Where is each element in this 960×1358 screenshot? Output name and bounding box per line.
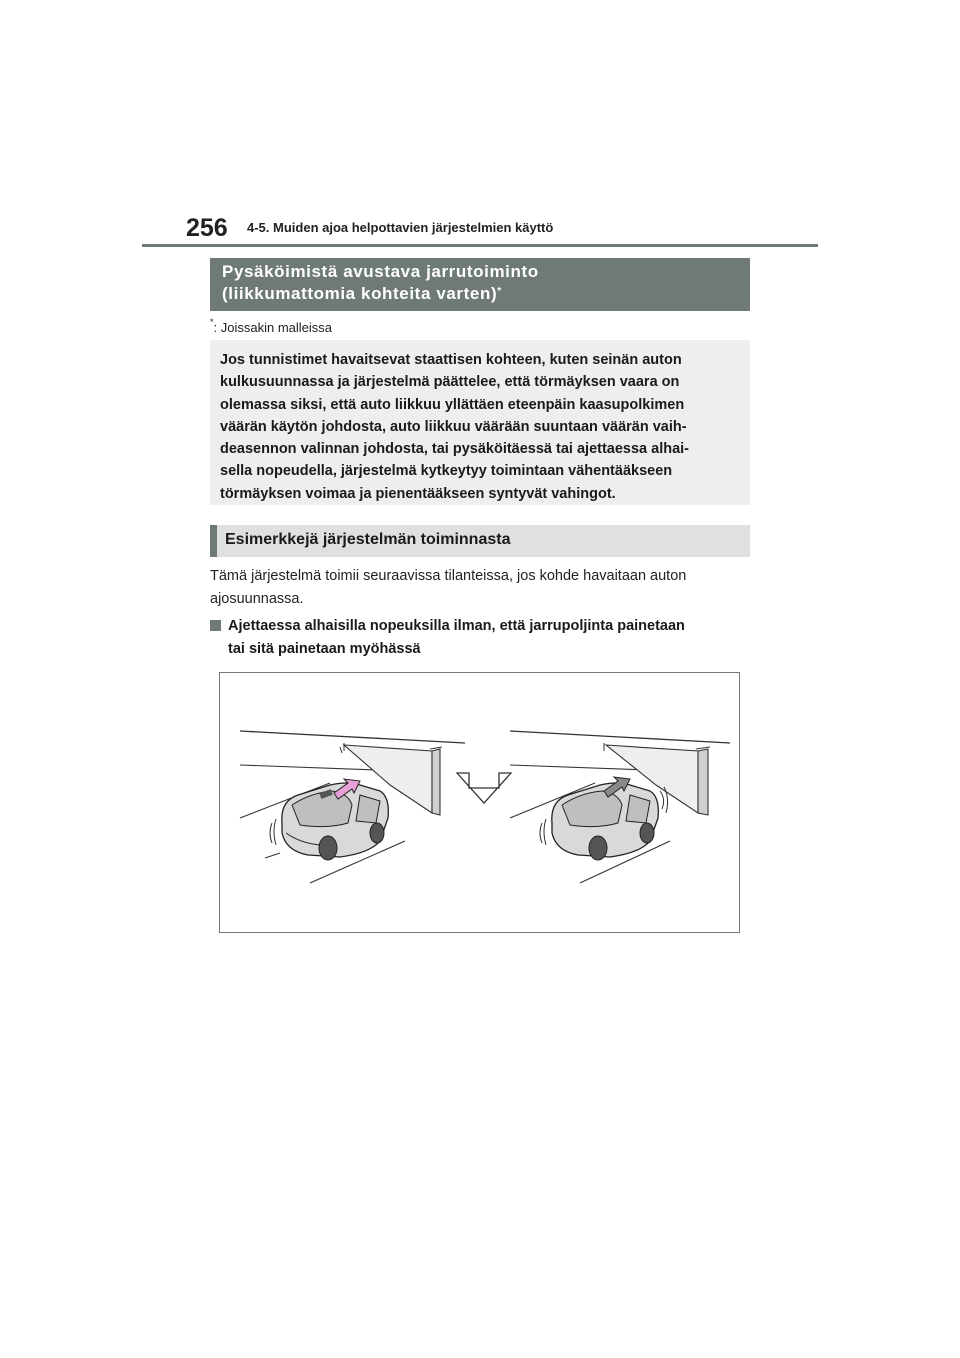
footnote-marker: *	[497, 286, 502, 297]
footnote-text: : Joissakin malleissa	[213, 320, 333, 335]
section-title-line1: Pysäköimistä avustava jarrutoiminto	[222, 262, 539, 281]
summary-line: sella nopeudella, järjestelmä kytkeytyy toimintaan vähentääkseen	[220, 463, 673, 480]
section-title-banner	[210, 258, 750, 311]
summary-box	[210, 340, 750, 505]
illustration-frame	[219, 672, 740, 933]
body-paragraph	[210, 565, 750, 610]
footnote-mark: *	[210, 317, 214, 327]
section-title-line2-text: (liikkumattomia kohteita varten)	[222, 284, 498, 303]
summary-line: törmäyksen voimaa ja pienentääkseen syntyvät vahingot.	[220, 485, 616, 502]
summary-line: Jos tunnistimet havaitsevat staattisen kohteen, kuten seinän auton	[220, 352, 682, 368]
car-approaching-wall	[240, 731, 465, 883]
summary-line: kulkusuunnassa ja järjestelmä päättelee, että törmäyksen vaara on	[220, 374, 680, 391]
bullet-square-icon	[210, 620, 221, 631]
bullet-text	[228, 615, 685, 660]
transition-arrow-icon	[457, 773, 511, 803]
header-divider	[142, 244, 818, 247]
bullet-line: tai sitä painetaan myöhässä	[228, 640, 421, 657]
summary-line: väärän käytön johdosta, auto liikkuu väärään suuntaan väärän vaih-	[220, 418, 687, 435]
section-title-line2	[222, 283, 750, 305]
footnote	[210, 317, 333, 335]
body-line: Tämä järjestelmä toimii seuraavissa tilanteissa, jos kohde havaitaan auton	[210, 568, 687, 584]
body-line: ajosuunnassa.	[210, 590, 304, 607]
page-number: 256	[186, 214, 228, 242]
chapter-title: 4-5. Muiden ajoa helpottavien järjestelmien käyttö	[247, 220, 554, 235]
summary-line: deasennon valinnan johdosta, tai pysäköitäessä tai ajettaessa alhai-	[220, 441, 690, 458]
summary-line: olemassa siksi, että auto liikkuu yllättäen eteenpäin kaasupolkimen	[220, 396, 685, 413]
illustration-svg	[220, 673, 739, 932]
subsection-heading: Esimerkkejä järjestelmän toiminnasta	[210, 525, 750, 557]
car-braking-at-wall	[510, 731, 730, 883]
bullet-line: Ajettaessa alhaisilla nopeuksilla ilman, että jarrupoljinta painetaan	[228, 618, 685, 634]
